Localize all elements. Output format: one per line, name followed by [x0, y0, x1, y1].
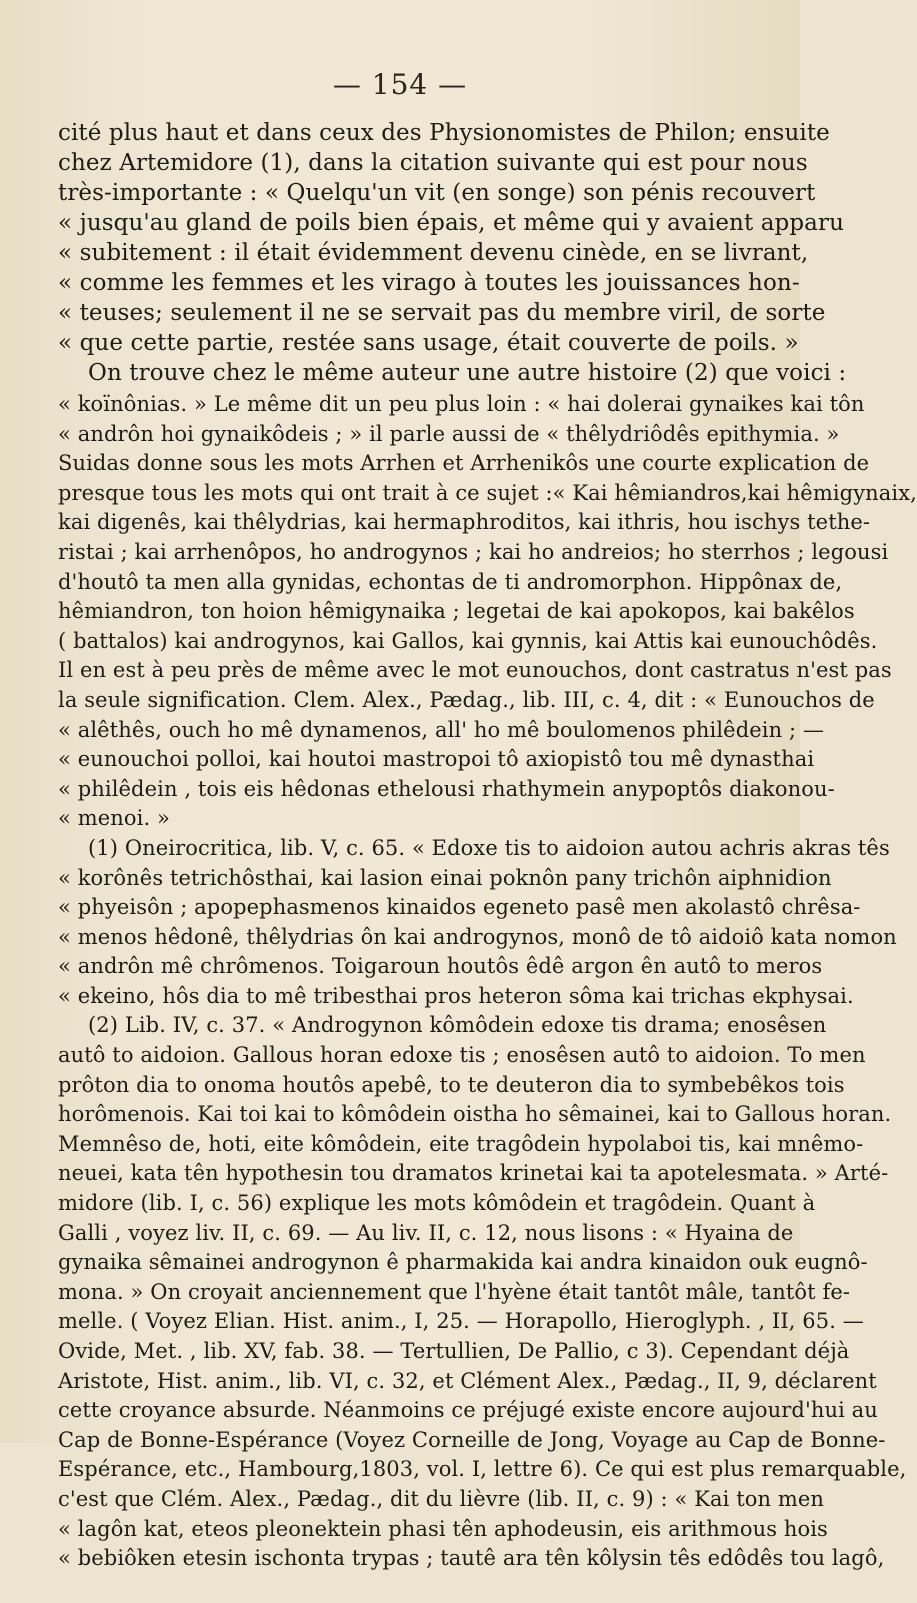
- footnote-line: « koïnônias. » Le même dit un peu plus loin : « hai dolerai gynaikes kai tôn: [58, 392, 865, 416]
- footnote-line: Il en est à peu près de même avec le mot eunouchos, dont castratus n'est pas: [58, 658, 892, 683]
- footnote-line: « andrôn hoi gynaikôdeis ; » il parle aussi de « thêlydriôdês epithymia. »: [58, 421, 840, 446]
- footnote-line: « bebiôken etesin ischonta trypas ; tautê ara tên kôlysin tês edôdês tou lagô,: [58, 1546, 885, 1571]
- footnote-line: hêmiandron, ton hoion hêmigynaika ; legetai de kai apokopos, kai bakêlos: [58, 599, 855, 624]
- footnote-line: neuei, kata tên hypothesin tou dramatos krinetai kai ta apotelesmata. » Arté-: [58, 1161, 889, 1186]
- footnotes: [58, 390, 917, 1603]
- footnote-line: Suidas donne sous les mots Arrhen et Arrhenikôs une courte explication de: [58, 451, 870, 476]
- main-line: « comme les femmes et les virago à toutes les jouissances hon-: [58, 270, 800, 296]
- main-line: cité plus haut et dans ceux des Physionomistes de Philon; ensuite: [58, 120, 830, 146]
- footnote-line: la seule signification. Clem. Alex., Pædag., lib. III, c. 4, dit : « Eunouchos de: [58, 687, 875, 712]
- footnote-line: prôton dia to onoma houtôs apebê, to te deuteron dia to symbebêkos tois: [58, 1072, 845, 1097]
- footnote-line: « menos hêdonê, thêlydrias ôn kai androgynos, monô de tô aidoiô kata nomon: [58, 924, 897, 949]
- footnote-line: ristai ; kai arrhenôpos, ho androgynos ; kai ho andreios; ho sterrhos ; legousi: [58, 539, 889, 564]
- main-line: « teuses; seulement il ne se servait pas du membre viril, de sorte: [58, 300, 826, 326]
- main-line: On trouve chez le même auteur une autre histoire (2) que voici :: [88, 360, 847, 386]
- footnote-line: midore (lib. I, c. 56) explique les mots kômôdein et tragôdein. Quant à: [58, 1191, 816, 1216]
- footnote-line: Cap de Bonne-Espérance (Voyez Corneille de Jong, Voyage au Cap de Bonne-: [58, 1427, 886, 1452]
- footnote-line: Ovide, Met. , lib. XV, fab. 38. — Tertullien, De Pallio, c 3). Cependant déjà: [58, 1339, 850, 1363]
- footnote-line: horômenois. Kai toi kai to kômôdein oistha ho sêmainei, kai to Gallous horan.: [58, 1102, 892, 1127]
- footnote-line: « ekeino, hôs dia to mê tribesthai pros heteron sôma kai trichas ekphysai.: [58, 983, 854, 1008]
- footnote-line: Galli , voyez liv. II, c. 69. — Au liv. II, c. 12, nous lisons : « Hyaina de: [58, 1220, 794, 1245]
- footnote-line: presque tous les mots qui ont trait à ce sujet :« Kai hêmiandros,kai hêmigynaix,: [58, 480, 917, 505]
- page-number: — 154 —: [332, 68, 468, 101]
- footnote-line: melle. ( Voyez Elian. Hist. anim., I, 25. — Horapollo, Hieroglyph. , II, 65. —: [58, 1309, 864, 1334]
- main-line: très-importante : « Quelqu'un vit (en songe) son pénis recouvert: [58, 180, 816, 206]
- footnote-line: kai digenês, kai thêlydrias, kai hermaphroditos, kai ithris, hou ischys tethe-: [58, 510, 871, 535]
- main-line: « jusqu'au gland de poils bien épais, et même qui y avaient apparu: [58, 210, 845, 236]
- footnote-line: « philêdein , tois eis hêdonas ethelousi rhathymein anypoptôs diakonou-: [58, 776, 835, 801]
- footnote-line: Memnêso de, hoti, eite kômôdein, eite tragôdein hypolaboi tis, kai mnêmo-: [58, 1131, 864, 1156]
- footnote-line: d'houtô ta men alla gynidas, echontas de ti andromorphon. Hippônax de,: [58, 569, 843, 594]
- footnote-line: « menoi. »: [58, 806, 170, 831]
- main-line: « que cette partie, restée sans usage, était couverte de poils. »: [58, 330, 799, 356]
- footnote-line: cette croyance absurde. Néanmoins ce préjugé existe encore aujourd'hui au: [58, 1398, 878, 1423]
- footnote-line: (2) Lib. IV, c. 37. « Androgynon kômôdein edoxe tis drama; enosêsen: [88, 1013, 827, 1038]
- footnote-line: autô to aidoion. Gallous horan edoxe tis ; enosêsen autô to aidoion. To men: [58, 1043, 866, 1068]
- footnote-line: « eunouchoi polloi, kai houtoi mastropoi tô axiopistô tou mê dynasthai: [58, 747, 815, 772]
- footnote-line: gynaika sêmainei androgynon ê pharmakida kai andra kinaidon ouk eugnô-: [58, 1250, 868, 1275]
- footnote-line: « alêthês, ouch ho mê dynamenos, all' ho mê boulomenos philêdein ; —: [58, 717, 825, 742]
- footnote-line: « korônês tetrichôsthai, kai lasion einai poknôn pany trichôn aiphnidion: [58, 865, 832, 890]
- footnote-line: Aristote, Hist. anim., lib. VI, c. 32, et Clément Alex., Pædag., II, 9, déclarent: [58, 1368, 877, 1393]
- footnote-line: [58, 1574, 748, 1603]
- footnote-line: « lagôn kat, eteos pleonektein phasi tên aphodeusin, eis arithmous hois: [58, 1516, 828, 1541]
- main-text: [58, 118, 847, 388]
- main-line: chez Artemidore (1), dans la citation suivante qui est pour nous: [58, 150, 808, 176]
- footnote-line: c'est que Clém. Alex., Pædag., dit du lièvre (lib. II, c. 9) : « Kai ton men: [58, 1486, 825, 1511]
- footnote-line: Espérance, etc., Hambourg,1803, vol. I, lettre 6). Ce qui est plus remarquable,: [58, 1457, 907, 1482]
- footnote-line: (1) Oneirocritica, lib. V, c. 65. « Edoxe tis to aidoion autou achris akras tês: [88, 835, 890, 860]
- footnote-line: « andrôn mê chrômenos. Toigaroun houtôs êdê argon ên autô to meros: [58, 954, 823, 979]
- footnote-line: « phyeisôn ; apopephasmenos kinaidos egeneto pasê men akolastô chrêsa-: [58, 895, 861, 920]
- footnote-line: ( battalos) kai androgynos, kai Gallos, kai gynnis, kai Attis kai eunouchôdês.: [58, 628, 878, 653]
- main-line: « subitement : il était évidemment devenu cinède, en se livrant,: [58, 240, 809, 266]
- footnote-line: mona. » On croyait anciennement que l'hyène était tantôt mâle, tantôt fe-: [58, 1279, 851, 1304]
